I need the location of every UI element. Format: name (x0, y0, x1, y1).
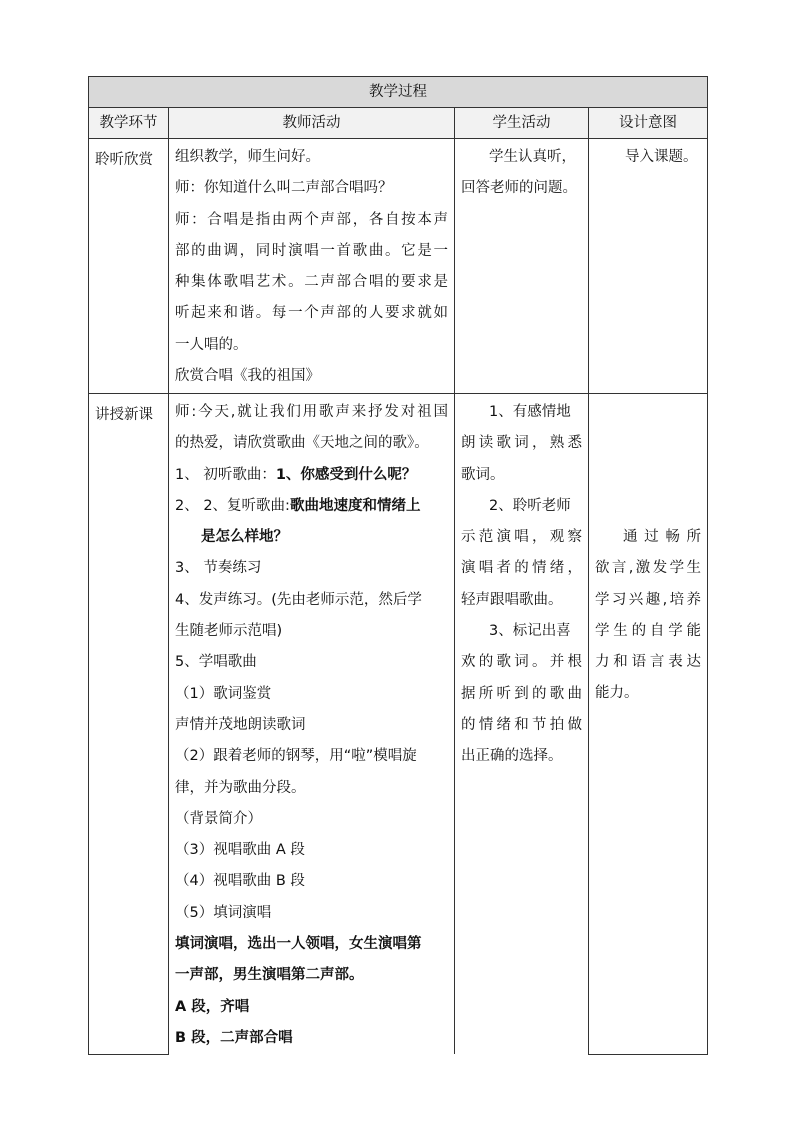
teacher-line: 3、 节奏练习 (175, 560, 262, 577)
teacher-line: 组织教学，师生问好。 (175, 149, 320, 165)
step-question: 1、你感受到什么呢？ (275, 466, 417, 483)
teacher-line (175, 491, 448, 522)
student-line: 示范演唱，观察 (461, 529, 582, 546)
teacher-line: B 段，二声部合唱 (175, 1029, 293, 1046)
table-row (89, 139, 708, 394)
design-line: 能力。 (595, 685, 639, 702)
student-line: 据所听到的歌曲 (461, 685, 582, 702)
design-intent-cell (589, 139, 708, 394)
design-line: 通过畅所 (623, 529, 701, 545)
header-teacher: 教师活动 (169, 108, 455, 139)
design-line: 学习兴趣,培养 (595, 591, 701, 608)
student-line: 的情绪和节拍做 (461, 716, 582, 733)
student-activity-cell (455, 394, 589, 1055)
design-line: 导入课题。 (625, 149, 698, 165)
header-student: 学生活动 (455, 108, 589, 139)
teacher-line: 师:今天,就让我们用歌声来抒发对祖国 (175, 404, 448, 420)
stage-cell: 讲授新课 (89, 394, 169, 1055)
student-line: 1、有感情地 (489, 404, 571, 420)
design-line: 学生的自学能 (595, 622, 701, 639)
teacher-line: 种集体歌唱艺术。二声部合唱的要求是 (175, 274, 448, 291)
teacher-line: 律，并为歌曲分段。 (175, 779, 306, 796)
teacher-line: 5、学唱歌曲 (175, 654, 257, 671)
teacher-line: 的热爱，请欣赏歌曲《天地之间的歌》。 (175, 435, 429, 452)
step-prefix: 1、 初听歌曲： (175, 466, 276, 483)
student-line: 2、聆听老师 (489, 497, 571, 514)
design-line: 欲言,激发学生 (595, 560, 701, 577)
student-line: 演唱者的情绪， (461, 560, 582, 577)
teacher-line: A 段，齐唱 (175, 998, 250, 1015)
teacher-line: （1）歌词鉴赏 (175, 685, 272, 702)
student-line: 3、标记出喜 (489, 623, 571, 640)
student-line: 学生认真听， (489, 149, 576, 165)
teacher-line: 填词演唱，选出一人领唱，女生演唱第 (175, 936, 422, 953)
student-activity-cell (455, 139, 589, 394)
teacher-line: （5）填词演唱 (175, 904, 272, 921)
teacher-line: 是怎么样地？ (201, 529, 288, 546)
teacher-line: 欣赏合唱《我的祖国》 (175, 368, 320, 385)
design-intent-cell (589, 394, 708, 1055)
student-line: 轻声跟唱歌曲。 (461, 591, 563, 608)
step-prefix: 2、 2、复听歌曲: (175, 497, 290, 514)
student-line: 朗读歌词，熟悉 (461, 435, 582, 452)
teacher-line: （2）跟着老师的钢琴，用“啦”模唱旋 (175, 748, 417, 765)
student-line: 歌词。 (461, 466, 505, 483)
table-title: 教学过程 (89, 77, 708, 108)
student-line: 欢的歌词。并根 (461, 654, 582, 671)
teacher-line: 一人唱的。 (175, 336, 248, 353)
teacher-line: 一声部，男生演唱第二声部。 (175, 967, 364, 984)
design-line: 力和语言表达 (595, 654, 701, 671)
teacher-line: （3）视唱歌曲 A 段 (175, 842, 305, 859)
teacher-line: 4、发声练习。(先由老师示范，然后学 (175, 591, 422, 608)
teacher-line: （背景简介） (175, 810, 262, 827)
stage-cell: 聆听欣赏 (89, 139, 169, 394)
step-question: 歌曲地速度和情绪上 (289, 497, 421, 514)
student-line: 回答老师的问题。 (461, 180, 577, 197)
student-line: 出正确的选择。 (461, 748, 563, 765)
teaching-process-table (88, 76, 708, 1055)
header-stage: 教学环节 (89, 108, 169, 139)
teacher-activity-cell (169, 139, 455, 394)
table-row (89, 394, 708, 1055)
teacher-line: 听起来和谐。每一个声部的人要求就如 (175, 305, 448, 322)
teacher-line: 部的曲调，同时演唱一首歌曲。它是一 (175, 242, 448, 259)
teacher-activity-cell (169, 394, 455, 1055)
header-design: 设计意图 (589, 108, 708, 139)
teacher-line: 师：你知道什么叫二声部合唱吗？ (175, 180, 393, 197)
teacher-line: （4）视唱歌曲 B 段 (175, 873, 305, 890)
teacher-line: 声情并茂地朗读歌词 (175, 716, 306, 733)
teacher-line (175, 460, 448, 491)
teacher-line: 师：合唱是指由两个声部，各自按本声 (175, 211, 448, 228)
teacher-line: 生随老师示范唱) (175, 623, 283, 640)
